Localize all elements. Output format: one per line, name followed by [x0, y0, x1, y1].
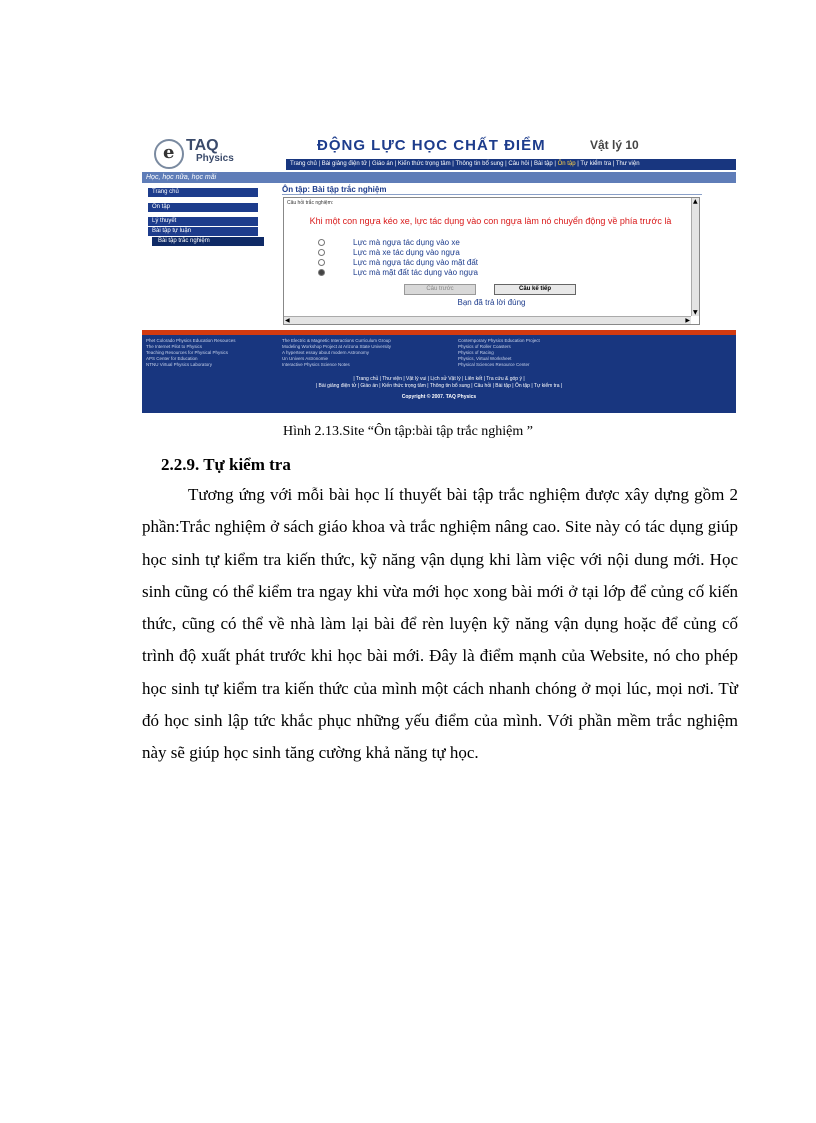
footer-link[interactable]: NTNU Virtual Physics Laboratory: [146, 362, 212, 367]
sidebar-item-quiz[interactable]: Bài tập trắc nghiệm: [152, 237, 264, 246]
radio-icon[interactable]: [318, 239, 325, 246]
body-paragraph: Tương ứng với mỗi bài học lí thuyết bài tập trắc nghiệm được xây dựng gồm 2 phần:Trắc nghiệm ở sách giáo khoa và trắc nghiệm nâng cao. Site này có tác dụng giúp học sinh tự kiểm tra kiến thức, kỹ năng vận dụng khi làm việc với nội dung mới. Học sinh cũng có thể kiểm tra ngay khi vừa mới học xong bài mới ở tại lớp để củng cố kiến thức, cũng có thể về nhà làm lại bài để rèn luyện kỹ năng vận dụng hoặc để củng cố trình độ xuất phát trước khi học bài mới. Đây là điểm mạnh của Website, nó cho phép học sinh tự kiểm tra kiến thức của mình một cách nhanh chóng ở mọi lúc, mọi nơi. Từ đó học sinh lập tức khắc phục những yếu điểm của mình. Với phần mềm trắc nghiệm này sẽ giúp học sinh tăng cường khả năng tự học.: [142, 485, 738, 763]
footer-link[interactable]: Teaching Resources for Physical Physics: [146, 350, 229, 355]
previous-question-button[interactable]: Câu trước: [404, 284, 476, 295]
logo-ring-icon: e: [154, 139, 184, 169]
footer-link[interactable]: Interactive Physics Science Notes: [282, 362, 350, 367]
option-1[interactable]: [318, 238, 460, 248]
website-screenshot: [142, 132, 736, 413]
radio-selected-icon[interactable]: [318, 269, 325, 276]
slogan-text: Học, học nữa, học mãi: [146, 174, 217, 181]
section-heading: 2.2.9. Tự kiểm tra: [161, 455, 291, 474]
top-nav: Trang chủ | Bài giảng điện tử | Giáo án | Kiến thức trọng tâm | Thông tin bổ sung | Câu hỏi | Bài tập | Ôn tập | Tự kiểm tra | Thư viện: [286, 159, 736, 170]
site-footer: [142, 335, 736, 413]
option-label: Lực mà ngựa tác dụng vào xe: [353, 238, 460, 247]
footer-link[interactable]: The Electric & Magnetic Interactions Curriculum Group: [282, 338, 391, 343]
footer-link[interactable]: Modeling Workshop Project at Arizona State University: [282, 344, 391, 349]
footer-link[interactable]: A hypertext essay about modern Astronomy: [282, 350, 370, 355]
top-nav-item[interactable]: Giáo án: [372, 161, 394, 167]
footer-link[interactable]: APS Center for Education: [146, 356, 198, 361]
footer-link[interactable]: Phet Colorado Physics Education Resources: [146, 338, 236, 343]
logo-main-text: TAQ: [186, 137, 219, 154]
question-text: Khi một con ngựa kéo xe, lực tác dụng vào con ngựa làm nó chuyển động về phía trước là: [309, 216, 672, 226]
top-nav-item[interactable]: Bài tập: [533, 161, 553, 167]
sidebar-item-theory[interactable]: Lý thuyết: [148, 217, 258, 226]
top-nav-item[interactable]: Ôn tập: [557, 161, 576, 167]
top-nav-item[interactable]: Bài giảng điện tử: [321, 161, 368, 167]
footer-link[interactable]: Physical Sciences Resource Center: [458, 362, 530, 367]
sidebar: [142, 183, 272, 331]
top-nav-item[interactable]: Kiến thức trọng tâm: [397, 161, 451, 167]
footer-link[interactable]: Un Univers Astronomie: [282, 356, 329, 361]
radio-icon[interactable]: [318, 249, 325, 256]
top-nav-item[interactable]: Thông tin bổ sung: [455, 161, 504, 167]
quiz-frame: [283, 197, 700, 325]
grade-label: Vật lý 10: [590, 138, 639, 152]
footer-link[interactable]: Contemporary Physics Education Project: [458, 338, 540, 343]
footer-link[interactable]: Physics, Virtual Worksheet: [458, 356, 512, 361]
footer-links-col-1: [146, 338, 236, 368]
option-2[interactable]: [318, 248, 460, 258]
top-nav-item[interactable]: Thư viện: [615, 161, 640, 167]
site-header: [142, 132, 736, 172]
option-4[interactable]: [318, 268, 478, 278]
footer-link[interactable]: Physics of Roller Coasters: [458, 344, 511, 349]
footer-links-col-2: [282, 338, 391, 368]
option-label: Lực mà mặt đất tác dụng vào ngựa: [353, 268, 479, 277]
scroll-left-icon[interactable]: ◀: [285, 317, 290, 324]
logo-sub-text: Physics: [196, 153, 234, 164]
top-nav-item[interactable]: Tự kiểm tra: [580, 161, 612, 167]
sidebar-item-essay-exercises[interactable]: Bài tập tự luận: [148, 227, 258, 236]
footer-link[interactable]: The Internet Pilot to Physics: [146, 344, 203, 349]
question-label: Câu hỏi trắc nghiệm:: [287, 200, 334, 206]
horizontal-scrollbar[interactable]: [284, 316, 691, 324]
option-3[interactable]: [318, 258, 478, 268]
scroll-right-icon[interactable]: ▶: [685, 317, 690, 324]
site-title: ĐỘNG LỰC HỌC CHẤT ĐIỂM: [317, 137, 546, 154]
copyright: Copyright © 2007. TAQ Physics: [401, 394, 477, 400]
vertical-scrollbar[interactable]: [691, 198, 699, 316]
main-title: Ôn tập: Bài tập trắc nghiệm: [282, 185, 387, 194]
radio-icon[interactable]: [318, 259, 325, 266]
sidebar-item-review[interactable]: Ôn tập: [148, 203, 258, 212]
result-message: Bạn đã trả lời đúng: [457, 298, 526, 307]
footer-nav-1[interactable]: | Trang chủ | Thư viện | Vật lý vui | Lịch sử Vật lý | Liên kết | Tra cứu & góp ý |: [353, 376, 525, 382]
top-nav-item[interactable]: Trang chủ: [290, 161, 317, 167]
option-label: Lực mà xe tác dụng vào ngựa: [353, 248, 460, 257]
footer-link[interactable]: Physics of Racing: [458, 350, 494, 355]
option-label: Lực mà ngựa tác dụng vào mặt đất: [353, 258, 479, 267]
footer-nav-2[interactable]: | Bài giảng điện tử | Giáo án | Kiến thức trọng tâm | Thông tin bổ sung | Câu hỏi | Bài tập | Ôn tập | Tự kiểm tra |: [315, 383, 563, 389]
top-nav-item[interactable]: Câu hỏi: [508, 161, 530, 167]
sidebar-item-home[interactable]: Trang chủ: [148, 188, 258, 197]
scroll-up-icon[interactable]: ▲: [693, 198, 698, 205]
footer-links-col-3: [458, 338, 540, 368]
next-question-button[interactable]: Câu kế tiếp: [494, 284, 576, 295]
main-title-divider: [282, 194, 702, 195]
scroll-down-icon[interactable]: ▼: [693, 309, 698, 316]
slogan-bar: [142, 172, 736, 183]
site-logo: [154, 137, 244, 167]
figure-caption: Hình 2.13.Site “Ôn tập:bài tập trắc nghiệm ”: [283, 424, 533, 439]
